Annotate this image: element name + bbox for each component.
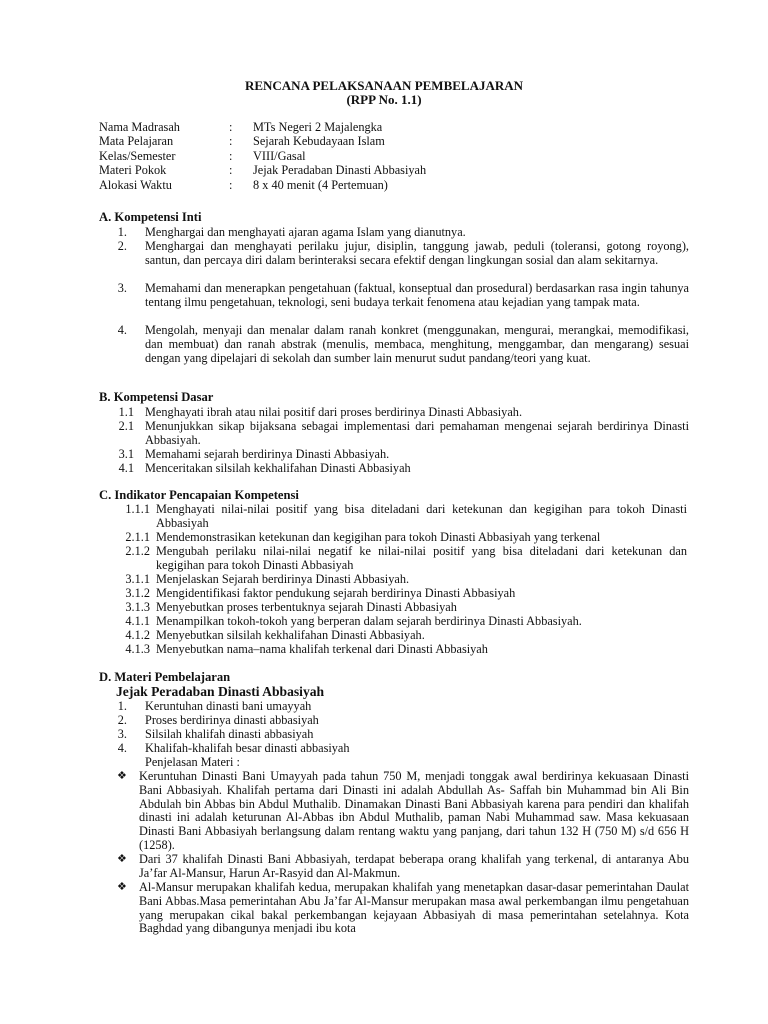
item-number: 1.1 [118, 405, 134, 419]
identity-table [99, 121, 426, 193]
item-text: Mendemonstrasikan ketekunan dan kegigihan para tokoh Dinasti Abbasiyah yang terkenal [156, 530, 601, 544]
section-a-heading: A. Kompetensi Inti [99, 210, 202, 224]
item-number: 4. [117, 323, 127, 337]
info-row-madrasah [99, 121, 426, 135]
item-number: 2.1.2 [125, 544, 150, 558]
item-text: Keruntuhan dinasti bani umayyah [145, 699, 312, 713]
info-label: Kelas/Semester [99, 148, 176, 163]
item-text: Menjelaskan Sejarah berdirinya Dinasti Abbasiyah. [156, 572, 410, 586]
item-text: Menceritakan silsilah kekhalifahan Dinasti Abbasiyah [145, 461, 411, 475]
info-value: Jejak Peradaban Dinasti Abbasiyah [253, 163, 427, 178]
item-number: 3.1.3 [125, 600, 150, 614]
item-text: Mengidentifikasi faktor pendukung sejarah berdirinya Dinasti Abbasiyah [156, 586, 516, 600]
info-row-time [99, 179, 426, 193]
item-text: Menyebutkan proses terbentuknya sejarah Dinasti Abbasiyah [156, 600, 457, 614]
item-number: 3.1 [118, 447, 134, 461]
paragraph-text: Dari 37 khalifah Dinasti Bani Abbasiyah, terdapat beberapa orang khalifah yang terkenal, di antaranya Abu Ja’far Al-Mansur, Harun Ar-Rasyid dan Al-Makmun. [139, 852, 689, 880]
item-number: 2.1.1 [125, 530, 150, 544]
item-number: 2. [117, 239, 127, 253]
bullet-diamond-icon: ❖ [117, 770, 127, 782]
info-row-topic [99, 164, 426, 178]
item-number: 4.1.2 [125, 628, 150, 642]
item-text: Khalifah-khalifah besar dinasti abbasiyah [145, 741, 350, 755]
explanation-label: Penjelasan Materi : [145, 755, 240, 769]
item-number: 1.1.1 [125, 502, 150, 516]
item-text: Menyebutkan silsilah kekhalifahan Dinasti Abbasiyah. [156, 628, 425, 642]
bullet-diamond-icon: ❖ [117, 881, 127, 893]
section-c-heading: C. Indikator Pencapaian Kompetensi [99, 488, 299, 502]
info-row-subject [99, 135, 426, 149]
item-text: Memahami sejarah berdirinya Dinasti Abbasiyah. [145, 447, 390, 461]
item-number: 3.1.1 [125, 572, 150, 586]
info-label: Alokasi Waktu [99, 177, 172, 192]
bullet-diamond-icon: ❖ [117, 853, 127, 865]
item-text: Menghayati ibrah atau nilai positif dari proses berdirinya Dinasti Abbasiyah. [145, 405, 523, 419]
item-number: 4.1 [118, 461, 134, 475]
item-text: Mengolah, menyaji dan menalar dalam ranah konkret (menggunakan, mengurai, merangkai, memodifikasi, dan membuat) dan ranah abstrak (menulis, membaca, menghitung, menggambar, dan mengarang) sesuai dengan yang dipelajari di sekolah dan sumber lain menurut sudut pandang/teori yang kuat. [145, 323, 689, 365]
item-text: Menunjukkan sikap bijaksana sebagai implementasi dari pemahaman mengenai sejarah berdirinya Dinasti Abbasiyah. [145, 419, 689, 447]
item-text: Mengubah perilaku nilai-nilai negatif ke nilai-nilai positif yang bisa diteladani dari ketekunan dan kegigihan para tokoh Dinasti Abbasiyah [156, 544, 687, 572]
info-label: Materi Pokok [99, 163, 167, 178]
info-value: 8 x 40 menit (4 Pertemuan) [253, 177, 388, 192]
info-colon: : [229, 177, 233, 192]
item-text: Menghargai dan menghayati perilaku jujur, disiplin, tanggung jawab, peduli (toleransi, gotong royong), santun, dan percaya diri dalam berinteraksi secara efektif dengan lingkungan sosial dan alam sekitarnya. [145, 239, 689, 267]
item-text: Menyebutkan nama–nama khalifah terkenal dari Dinasti Abbasiyah [156, 642, 488, 656]
item-number: 3. [117, 727, 127, 741]
item-text: Menampilkan tokoh-tokoh yang berperan dalam sejarah berdirinya Dinasti Abbasiyah. [156, 614, 582, 628]
item-number: 2. [117, 713, 127, 727]
info-colon: : [229, 163, 233, 178]
section-d-heading: D. Materi Pembelajaran [99, 670, 231, 684]
item-number: 4.1.3 [125, 642, 150, 656]
item-number: 1. [117, 699, 127, 713]
item-text: Memahami dan menerapkan pengetahuan (faktual, konseptual dan prosedural) berdasarkan rasa ingin tahunya tentang ilmu pengetahuan, teknologi, seni budaya terkait fenomena atau kejadian yang tampak mata. [145, 281, 689, 309]
document-title: RENCANA PELAKSANAAN PEMBELAJARAN [244, 78, 524, 93]
item-number: 3.1.2 [125, 586, 150, 600]
item-text: Menghayati nilai-nilai positif yang bisa diteladani dari ketekunan dan kegigihan para tokoh Dinasti Abbasiyah [156, 502, 687, 530]
section-b-heading: B. Kompetensi Dasar [99, 390, 214, 404]
item-text: Proses berdirinya dinasti abbasiyah [145, 713, 319, 727]
item-number: 2.1 [118, 419, 134, 433]
item-number: 3. [117, 281, 127, 295]
item-text: Menghargai dan menghayati ajaran agama Islam yang dianutnya. [145, 225, 466, 239]
info-label: Nama Madrasah [99, 120, 180, 134]
info-row-class [99, 150, 426, 164]
info-colon: : [229, 148, 233, 163]
info-value: Sejarah Kebudayaan Islam [253, 134, 385, 149]
info-value: VIII/Gasal [253, 148, 306, 163]
info-label: Mata Pelajaran [99, 134, 174, 149]
info-colon: : [229, 120, 233, 134]
info-colon: : [229, 134, 233, 149]
item-text: Silsilah khalifah dinasti abbasiyah [145, 727, 314, 741]
document-subtitle: (RPP No. 1.1) [346, 92, 422, 107]
material-subheading: Jejak Peradaban Dinasti Abbasiyah [116, 684, 325, 699]
item-number: 4.1.1 [125, 614, 150, 628]
item-number: 1. [117, 225, 127, 239]
info-value: MTs Negeri 2 Majalengka [253, 120, 383, 134]
paragraph-text: Al-Mansur merupakan khalifah kedua, merupakan khalifah yang menetapkan dasar-dasar pemerintahan Daulat Bani Abbas.Masa pemerintahan Abu Ja’far Al-Mansur merupakan masa awal perkembangan ilmu pengetahuan yang merupakan cikal bakal perkembangan kejayaan Abbasiyah di masa pemerintahan setelahnya. Kota Baghdad yang dibangunya menjadi ibu kota [139, 880, 689, 936]
paragraph-text: Keruntuhan Dinasti Bani Umayyah pada tahun 750 M, menjadi tonggak awal berdirinya kekuasaan Dinasti Bani Abbasiyah. Khalifah pertama dari Dinasti ini adalah Abdullah As- Saffah bin Muhammad bin Ali Bin Abdulah bin Abbas bin Abdul Muthalib. Dinamakan Dinasti Bani Abbasiyah karena para pendiri dan khalifah dinasti ini adalah keturunan Al-Abbas ibn Abdul Muthalib, paman Nabi Muhammad saw. Masa kekuasaan Dinasti Bani Abbasiyah berlangsung dalam rentang waktu yang panjang, dari tahun 132 H (750 M) s/d 656 H (1258). [139, 769, 689, 852]
item-number: 4. [117, 741, 127, 755]
